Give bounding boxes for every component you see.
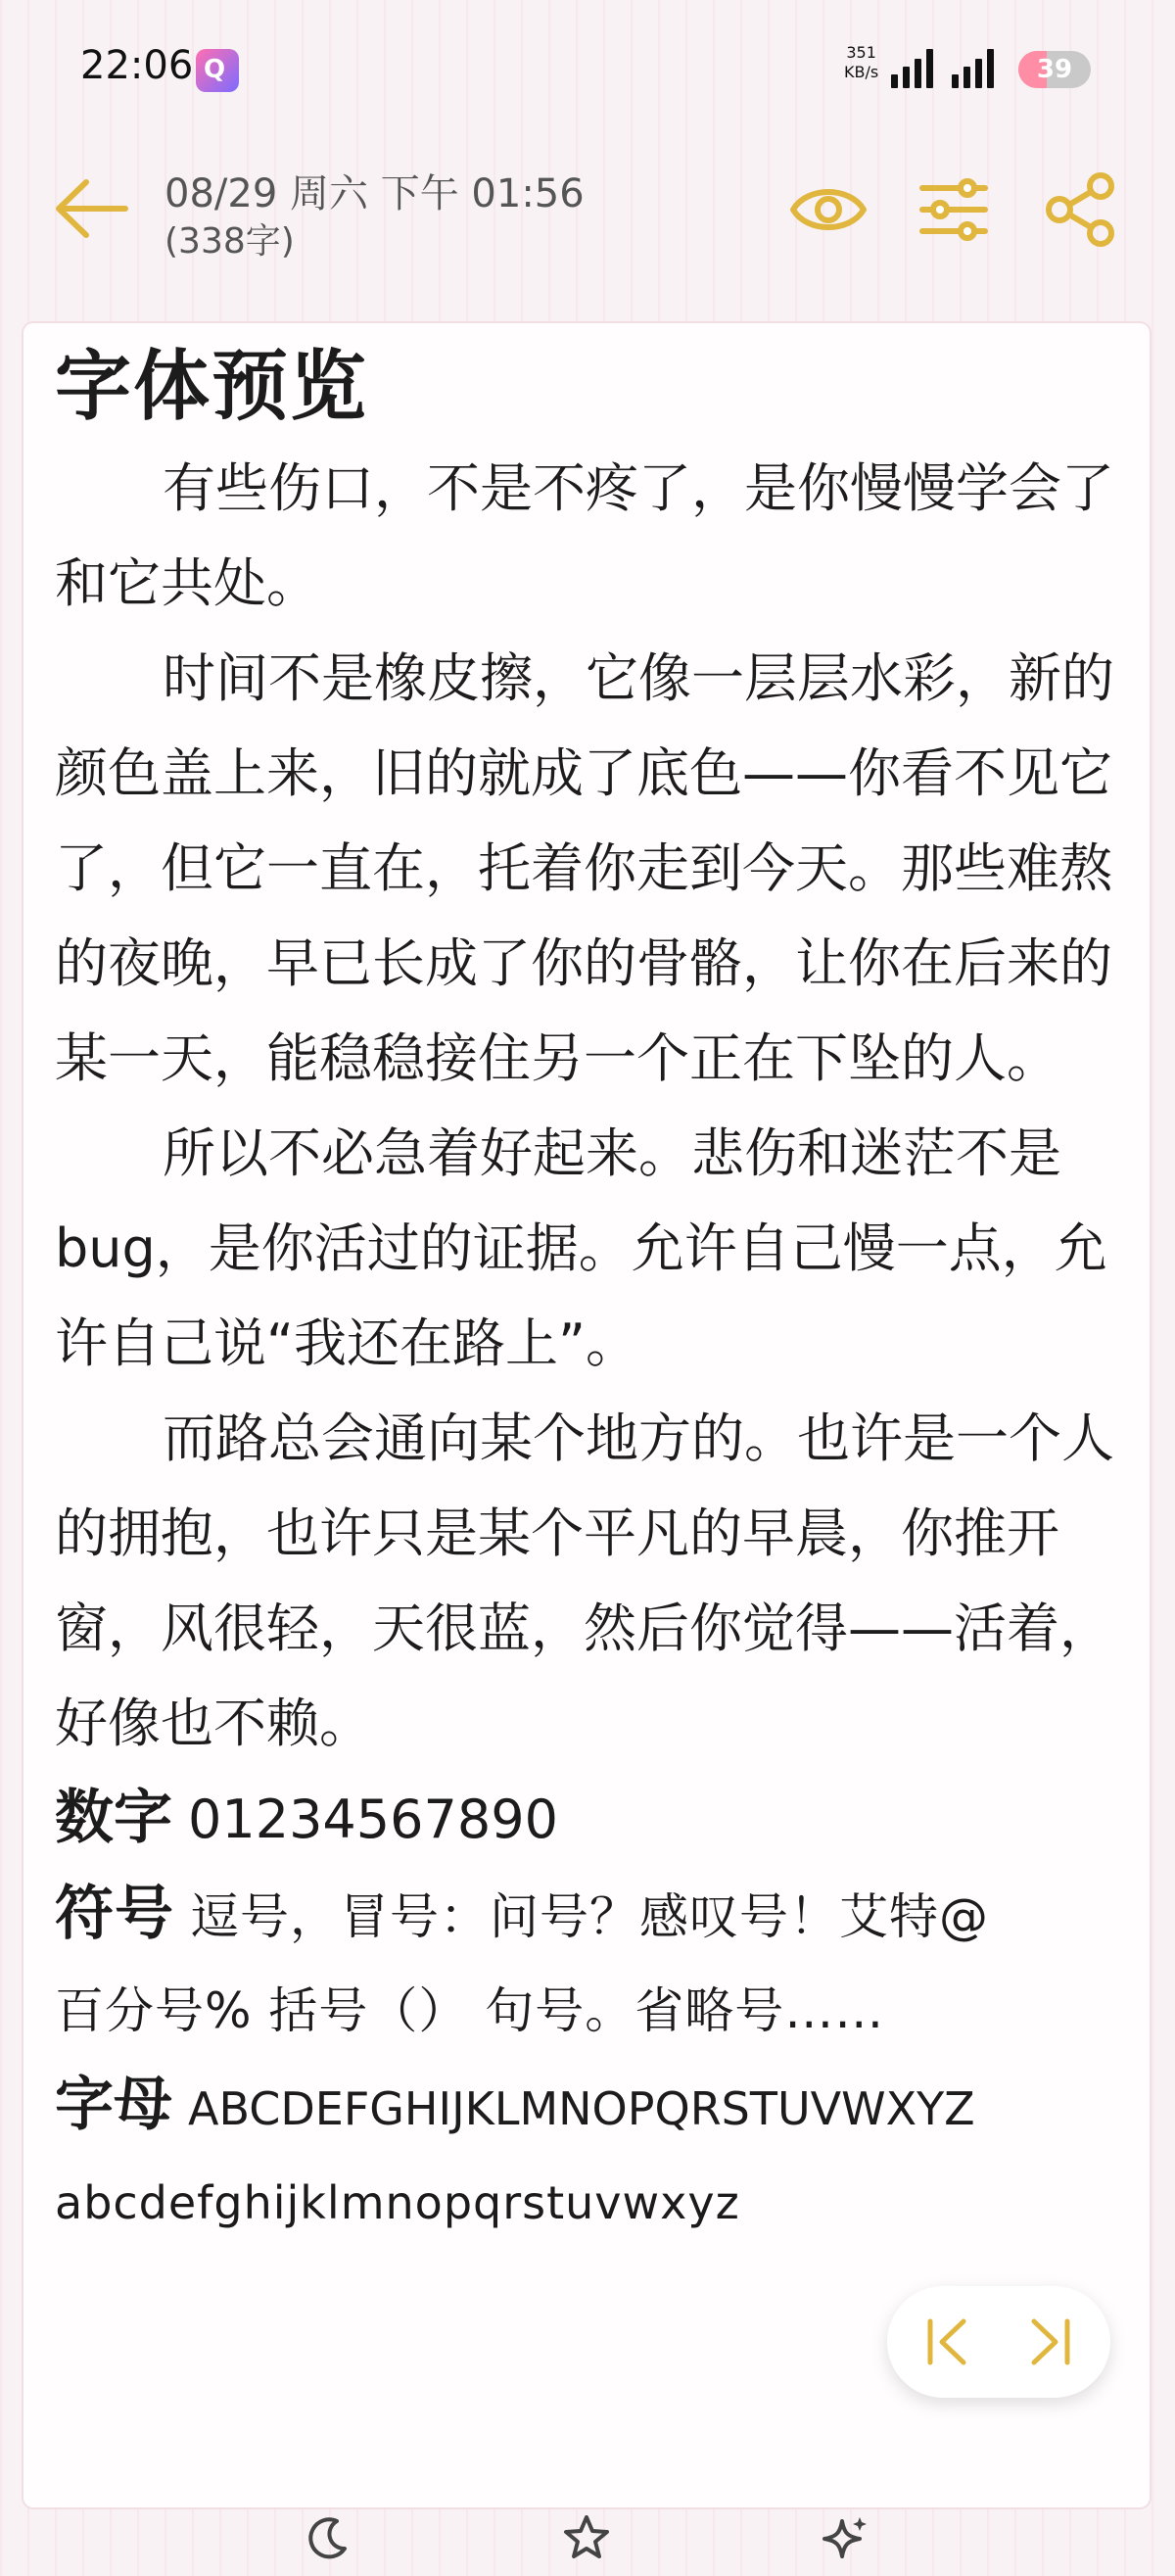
- network-speed-value: 351: [846, 43, 876, 62]
- format-settings-button[interactable]: [913, 168, 995, 251]
- letters-label: 字母: [55, 2071, 172, 2139]
- letters-lower: abcdefghijklmnopqrstuvwxyz: [55, 2176, 740, 2229]
- arrow-left-icon: [51, 174, 133, 243]
- symbols-label: 符号: [55, 1880, 174, 1948]
- back-button[interactable]: [51, 174, 133, 243]
- note-body: [55, 333, 1122, 2250]
- skip-last-icon: [1014, 2308, 1083, 2376]
- app-badge-letter: Q: [204, 55, 226, 84]
- note-char-count: (338字): [164, 221, 295, 262]
- network-speed-unit: KB/s: [844, 63, 879, 81]
- preview-button[interactable]: [787, 168, 870, 251]
- note-paragraph: 时间不是橡皮擦，它像一层层水彩，新的颜色盖上来，旧的就成了底色——你看不见它了，但它一直在，托着你走到今天。那些难熬的夜晚，早已长成了你的骨骼，让你在后来的某一天，能稳稳接住另一个正在下坠的人。: [55, 647, 1114, 1089]
- note-date: 08/29 周六 下午 01:56: [164, 171, 585, 216]
- numbers-value: 01234567890: [188, 1789, 558, 1850]
- note-paragraph: 有些伤口，不是不疼了，是你慢慢学会了和它共处。: [55, 457, 1114, 614]
- effects-button[interactable]: [821, 2513, 870, 2562]
- battery-level: 39: [1036, 55, 1073, 84]
- symbols-row-2: 百分号% 括号（） 句号。省略号……: [55, 1982, 885, 2039]
- moon-icon: [304, 2513, 352, 2562]
- numbers-label: 数字: [55, 1784, 172, 1852]
- status-time: 22:06: [80, 43, 194, 88]
- symbols-row: [55, 1867, 1122, 1964]
- note-paragraph: 所以不必急着好起来。悲伤和迷茫不是bug，是你活过的证据。允许自己慢一点，允许自己说“我还在路上”。: [55, 1122, 1107, 1374]
- eye-icon: [787, 168, 870, 251]
- skip-first-icon: [915, 2308, 983, 2376]
- app-notification-icon: [196, 49, 239, 92]
- last-page-button[interactable]: [1014, 2308, 1083, 2376]
- first-page-button[interactable]: [915, 2308, 983, 2376]
- note-header: [0, 147, 1175, 284]
- star-icon: [562, 2513, 611, 2562]
- symbols-value-1: 逗号，冒号：问号？感叹号！艾特@: [190, 1888, 989, 1945]
- network-speed: [844, 43, 878, 82]
- status-bar: [0, 0, 1175, 137]
- numbers-row: [55, 1771, 1122, 1867]
- sliders-icon: [913, 168, 995, 251]
- letters-upper: ABCDEFGHIJKLMNOPQRSTUVWXYZ: [188, 2082, 975, 2135]
- share-button[interactable]: [1040, 168, 1122, 251]
- signal-icon-2: [952, 47, 994, 88]
- share-icon: [1040, 168, 1122, 251]
- night-mode-button[interactable]: [304, 2513, 352, 2562]
- battery-icon: [1018, 51, 1091, 88]
- favorite-button[interactable]: [562, 2513, 611, 2562]
- page-nav-pill: [887, 2286, 1110, 2398]
- note-title: 字体预览: [55, 343, 369, 431]
- note-paragraph: 而路总会通向某个地方的。也许是一个人的拥抱，也许只是某个平凡的早晨，你推开窗，风很轻，天很蓝，然后你觉得——活着，好像也不赖。: [55, 1407, 1114, 1754]
- sparkle-icon: [821, 2513, 870, 2562]
- letters-row: [55, 2058, 1122, 2156]
- signal-icon: [891, 47, 933, 88]
